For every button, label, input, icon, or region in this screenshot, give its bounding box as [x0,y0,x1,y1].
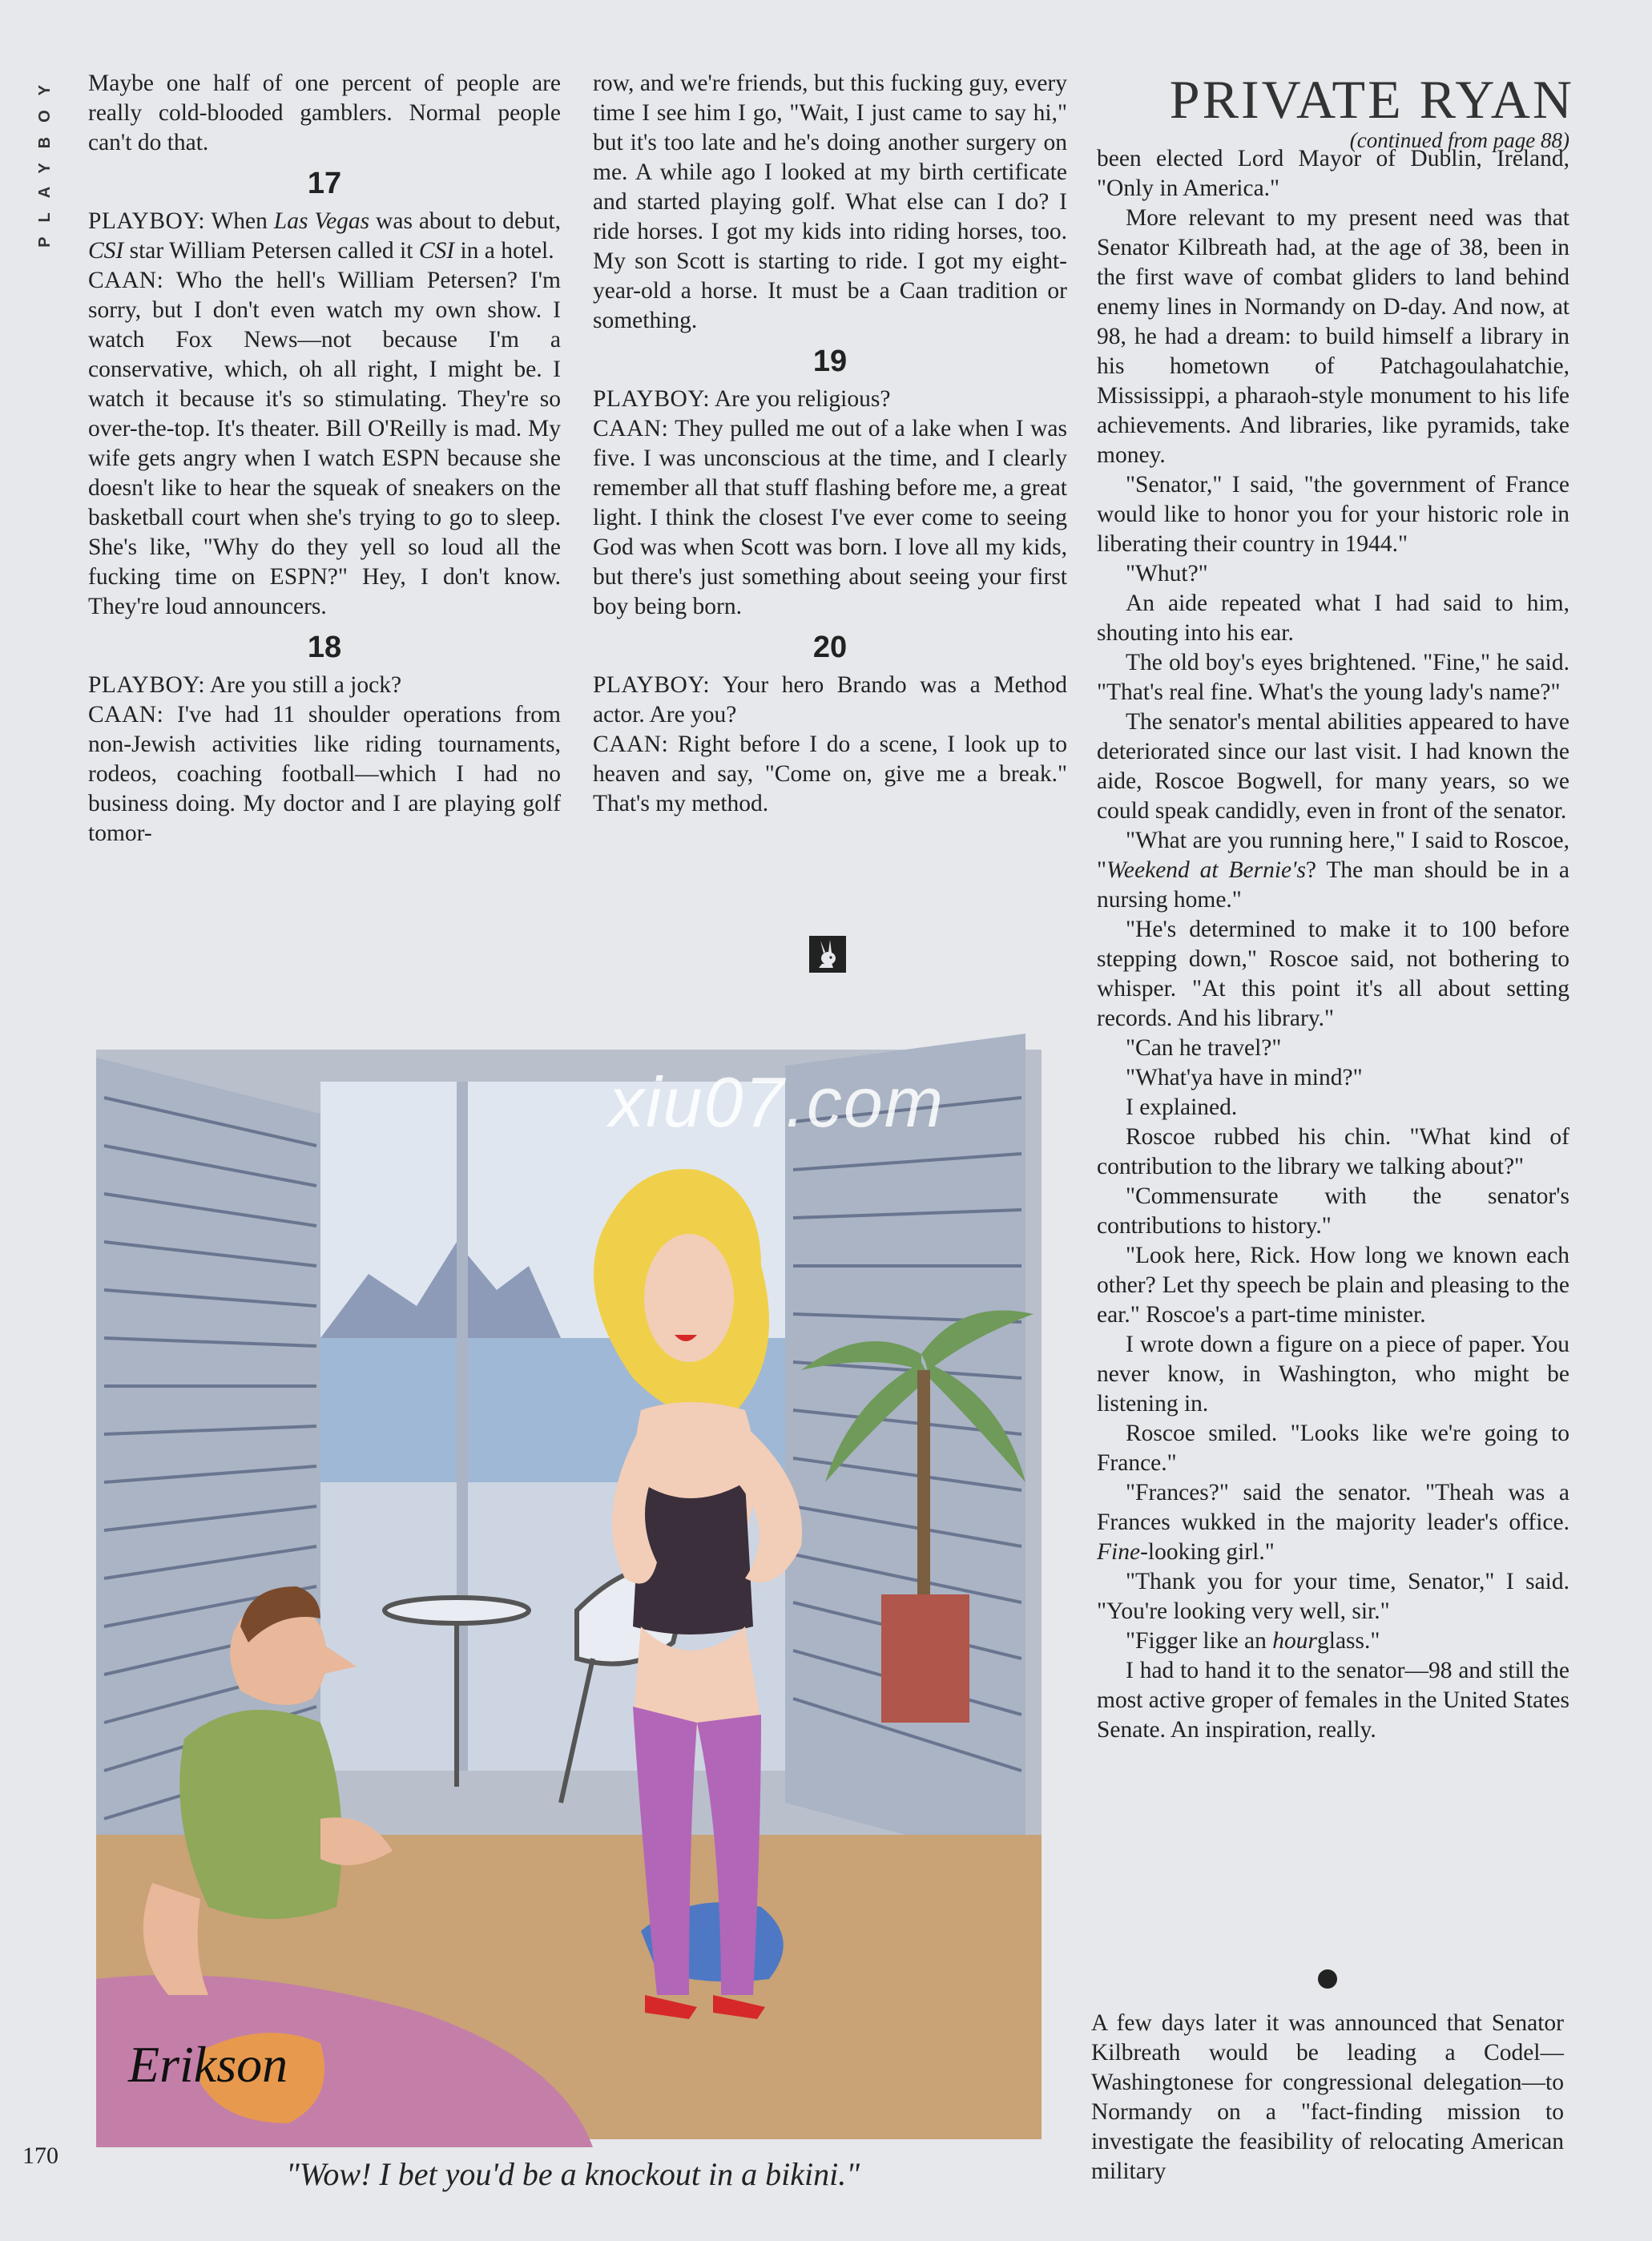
question-number-17: 17 [307,167,342,200]
story-paragraph: been elected Lord Mayor of Dublin, Ireland, "Only in America." [1097,146,1569,201]
interview-column-1 [88,69,561,848]
story-paragraph: "Whut?" [1126,561,1208,586]
story-paragraph: I explained. [1126,1094,1238,1120]
page-number: 170 [22,2142,58,2169]
speaker-playboy: PLAYBOY: [593,672,711,698]
story-paragraph [1097,826,1569,915]
show-title: CSI [418,238,455,264]
story-text: -looking girl." [1140,1539,1275,1565]
artist-signature: Erikson [128,2036,288,2093]
cartoon-illustration [80,1034,1066,2147]
story-paragraph [1097,1626,1569,1656]
story-text: glass." [1317,1628,1380,1654]
answer-17 [88,266,561,622]
question-number-18: 18 [307,631,342,664]
film-title: Weekend at Bernie's [1106,857,1306,883]
speaker-caan: CAAN: [593,416,669,441]
story-column-continuation [1091,2009,1564,2187]
story-paragraph: "Commensurate with the senator's contributions to history." [1097,1183,1569,1239]
question-text: in a hotel. [454,238,554,264]
question-number-20: 20 [812,631,848,664]
question-17 [88,207,561,266]
speaker-playboy: PLAYBOY: [88,208,206,234]
right-shutter [785,1034,1025,1867]
speaker-playboy: PLAYBOY: [593,386,711,412]
story-paragraph: "Can he travel?" [1126,1035,1282,1061]
watermark: xiu07.com [609,1062,945,1142]
answer-text: Right before I do a scene, I look up to heaven and say, "Come on, give me a break." That's my method. [593,732,1067,816]
story-paragraph: "He's determined to make it to 100 before stepping down," Roscoe said, not bothering to whisper. "At this point it's all about setting records. And his library." [1097,917,1569,1031]
story-text: ? The man should be in a nursing home." [1097,857,1569,913]
show-title: CSI [88,238,124,264]
story-paragraph: The senator's mental abilities appeared to have deteriorated since our last visit. I had known the aide, Roscoe Bogwell, for many years, so we could speak candidly, even in front of the senator. [1097,709,1569,824]
section-break-bullet [1318,1969,1337,1989]
answer-20 [593,730,1067,819]
story-paragraph: An aide repeated what I had said to him, shouting into his ear. [1097,590,1569,646]
story-paragraph [1097,1478,1569,1567]
question-text: Are you still a jock? [205,672,402,698]
story-paragraph: Roscoe rubbed his chin. "What kind of contribution to the library we talking about?" [1097,1124,1569,1179]
question-text: Your hero Brando was a Method actor. Are you? [593,672,1067,728]
question-text: Are you religious? [710,386,891,412]
story-paragraph: "What'ya have in mind?" [1126,1065,1363,1090]
question-20 [593,671,1067,730]
story-paragraph: Roscoe smiled. "Looks like we're going to France." [1097,1421,1569,1476]
story-column [1097,144,1569,1745]
question-19 [593,385,1067,414]
answer-18-part-2: row, and we're friends, but this fucking guy, every time I see him I go, "Wait, I just came to say hi," but it's too late and he's doing another surgery on me. A while ago I looked at my birth certificate and started playing golf. What else can I do? I ride horses. I got my kids into riding horses, too. My son Scott is starting to ride. I got my eight-year-old a horse. It must be a Caan tradition or something. [593,71,1067,333]
answer-text: They pulled me out of a lake when I was five. I was unconscious at the time, and I clearly remember all that stuff flashing before me, a great light. I think the closest I've ever come to seeing God was when Scott was born. I love all my kids, but there's just something about seeing your first boy being born. [593,416,1067,619]
show-title: Las Vegas [273,208,370,234]
question-number-19: 19 [812,345,848,378]
story-paragraph: The old boy's eyes brightened. "Fine," he said. "That's real fine. What's the young lady's name?" [1097,650,1569,705]
magazine-spine-label: PLAYBOY [36,71,54,248]
story-paragraph: I had to hand it to the senator—98 and still the most active groper of females in the United States Senate. An inspiration, really. [1097,1658,1569,1743]
emphasis: hour [1272,1628,1318,1654]
story-paragraph: More relevant to my present need was that Senator Kilbreath had, at the age of 38, been in the first wave of combat gliders to land behind enemy lines in Normandy on D-day. And now, at 98, he had a dream: to build himself a library in his hometown of Patchagoulahatchie, Mississippi, a pharaoh-style monument to his life achievements. And libraries, like pyramids, take money. [1097,205,1569,468]
question-18 [88,671,561,700]
speaker-caan: CAAN: [88,268,164,293]
story-title: PRIVATE RYAN [1169,69,1574,130]
interview-column-2 [593,69,1067,819]
speaker-caan: CAAN: [593,732,669,757]
story-paragraph: "Thank you for your time, Senator," I said. "You're looking very well, sir." [1097,1569,1569,1624]
answer-18-part-1 [88,700,561,848]
answer-19 [593,414,1067,622]
answer-text: I've had 11 shoulder operations from non-Jewish activities like riding tournaments, rodeos, coaching football—which I had no business doing. My doctor and I are playing golf tomor- [88,702,561,846]
question-text: star William Petersen called it [123,238,419,264]
interview-intro: Maybe one half of one percent of people are really cold-blooded gamblers. Normal people can't do that. [88,71,561,155]
story-text: "What are you running here," I said to Roscoe, " [1097,828,1569,883]
speaker-caan: CAAN: [88,702,164,728]
end-mark-bunny-icon [809,936,846,973]
story-text: "Frances?" said the senator. "Theah was a Frances wukked in the majority leader's office. [1097,1480,1569,1535]
story-paragraph: "Look here, Rick. How long we known each other? Let thy speech be plain and pleasing to the ear." Roscoe's a part-time minister. [1097,1243,1569,1328]
story-paragraph: I wrote down a figure on a piece of paper. You never know, in Washington, who might be listening in. [1097,1332,1569,1417]
speaker-playboy: PLAYBOY: [88,672,206,698]
emphasis: Fine [1097,1539,1141,1565]
cartoon-caption: "Wow! I bet you'd be a knockout in a bikini." [285,2156,860,2192]
question-text: When [205,208,274,234]
answer-text: Who the hell's William Petersen? I'm sorry, but I don't even watch my own show. I watch Fox News—not because I'm a conservative, which, oh all right, I might be. I watch it because it's so stimulating. They're so over-the-top. It's theater. Bill O'Reilly is mad. My wife gets angry when I watch ESPN because she doesn't like to hear the squeak of sneakers on the basketball court when she's trying to go to sleep. She's like, "Why do they yell so loud all the fucking time on ESPN?" Hey, I don't know. They're loud announcers. [88,268,561,619]
continued-note: (continued from page 88) [1349,128,1569,152]
question-text: was about to debut, [369,208,561,234]
story-paragraph: "Senator," I said, "the government of France would like to honor you for your historic role in liberating their country in 1944." [1097,472,1569,557]
story-text: "Figger like an [1126,1628,1273,1654]
story-paragraph: A few days later it was announced that Senator Kilbreath would be leading a Codel—Washingtonese for congressional delegation—to Normandy on a "fact-finding mission to investigate the feasibility of relocating American military [1091,2010,1564,2184]
